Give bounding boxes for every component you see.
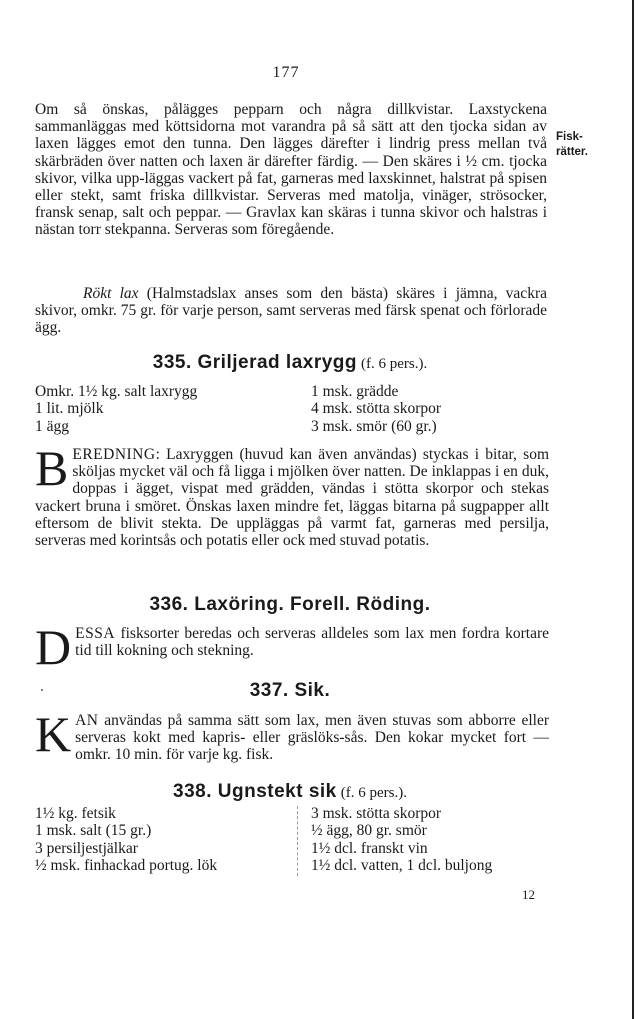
recipe-heading-335 [0, 352, 580, 374]
ingredient: 1½ dcl. franskt vin [311, 839, 428, 857]
recipe-title: 338. Ugnstekt sik [173, 781, 337, 802]
ingredient: 4 msk. stötta skorpor [311, 400, 442, 418]
rokt-lax-text: (Halmstadslax anses som den bästa) skäres i jämna, vackra skivor, omkr. 75 gr. för varje person, samt serveras med färsk spenat och förlorade ägg. [35, 285, 547, 337]
ingredient: 3 msk. smör (60 gr.) [311, 417, 437, 435]
drop-cap: K [35, 706, 72, 762]
margin-note-line: Fisk- [556, 131, 583, 143]
column-divider [297, 806, 298, 876]
recipe-body: fisksorter beredas och serveras alldeles som lax men fordra kortare tid till kokning och stekning. [75, 625, 549, 660]
page-edge-line [632, 0, 634, 1019]
recipe-text-337 [35, 706, 549, 764]
recipe-portion: (f. 6 pers.). [361, 356, 428, 372]
ingredients-right-335 [311, 383, 441, 435]
recipe-heading-337 [0, 680, 580, 702]
sheet-signature-number: 12 [522, 887, 535, 902]
recipe-text-336 [35, 619, 549, 675]
recipe-body: : Laxryggen (huvud kan även användas) styckas i bitar, som sköljas mycket väl och få ligga i mjölken över natten. De inklappas i en duk, doppas i ägget, vispat med grädden, vändas i stötta skorpor och stekas vackert bruna i smöret. Önskas laxen mindre fet, läggas bitarna på sugpapper allt eftersom de blivit stekta. De uppläggas på varmt fat, garneras med persilja, serveras med korintsås och potatis eller ock med stuvad potatis. [35, 446, 549, 550]
rokt-lax-paragraph [35, 285, 547, 337]
ingredient: 1½ kg. fetsik [35, 805, 116, 822]
recipe-heading-336 [0, 594, 580, 616]
intro-paragraph: Om så önskas, pålägges pepparn och några dillkvistar. Laxstyckena sammanläggas med köttsidorna mot varandra på så sätt att den tjocka sidan av laxen lägges emot den tunna. Den lägges därefter i lindrig press mellan två skärbräden över natten och laxen är därefter färdig. — Den skäres i ½ cm. tjocka skivor, vilka upp-läggas vackert på fat, garneras med laxskinnet, halstrat på spisen eller stekt, samt friska dillkvistar. Serveras med matolja, vinäger, strösocker, fransk senap, salt och peppar. — Gravlax kan skäras i tunna skivor och halstras i nästan torr stekpanna. Serveras som föregående. [35, 101, 547, 239]
recipe-text-335 [35, 440, 549, 550]
recipe-portion: (f. 6 pers.). [340, 785, 407, 801]
ingredient: ½ ägg, 80 gr. smör [311, 822, 427, 840]
ingredients-left-338 [35, 805, 217, 875]
ingredient: 1 msk. salt (15 gr.) [35, 822, 152, 840]
ingredient: 1 ägg [35, 417, 70, 435]
ingredient: 1 lit. mjölk [35, 400, 104, 418]
ingredient: 3 persiljestjälkar [35, 839, 138, 857]
rokt-lax-lead: Rökt lax [83, 285, 139, 302]
margin-note-line: rätter. [556, 146, 588, 158]
drop-cap: D [35, 619, 72, 675]
recipe-heading-338 [0, 781, 580, 803]
ingredients-right-338 [311, 805, 492, 875]
margin-note [556, 130, 588, 160]
ingredient: 3 msk. stötta skorpor [311, 805, 442, 822]
ingredient: Omkr. 1½ kg. salt laxrygg [35, 383, 198, 400]
drop-cap: B [35, 440, 69, 496]
ingredient: ½ msk. finhackad portug. lök [35, 857, 218, 875]
recipe-body: användas på samma sätt som lax, men även stuvas som abborre eller serveras kokt med kapris- eller gräslöks-sås. Den kokar mycket fort — omkr. 10 min. för varje kg. fisk. [75, 712, 549, 764]
recipe-title: 337. Sik. [249, 680, 331, 701]
lead-word: ESSA [75, 625, 116, 642]
recipe-title: 336. Laxöring. Forell. Röding. [149, 594, 431, 615]
ingredient: 1 msk. grädde [311, 383, 399, 400]
lead-word: EREDNING [72, 446, 156, 463]
ingredients-left-335 [35, 383, 197, 435]
page-number: 177 [272, 64, 300, 81]
recipe-title: 335. Griljerad laxrygg [152, 352, 358, 373]
lead-word: AN [75, 712, 99, 729]
ingredient: 1½ dcl. vatten, 1 dcl. buljong [311, 857, 493, 875]
